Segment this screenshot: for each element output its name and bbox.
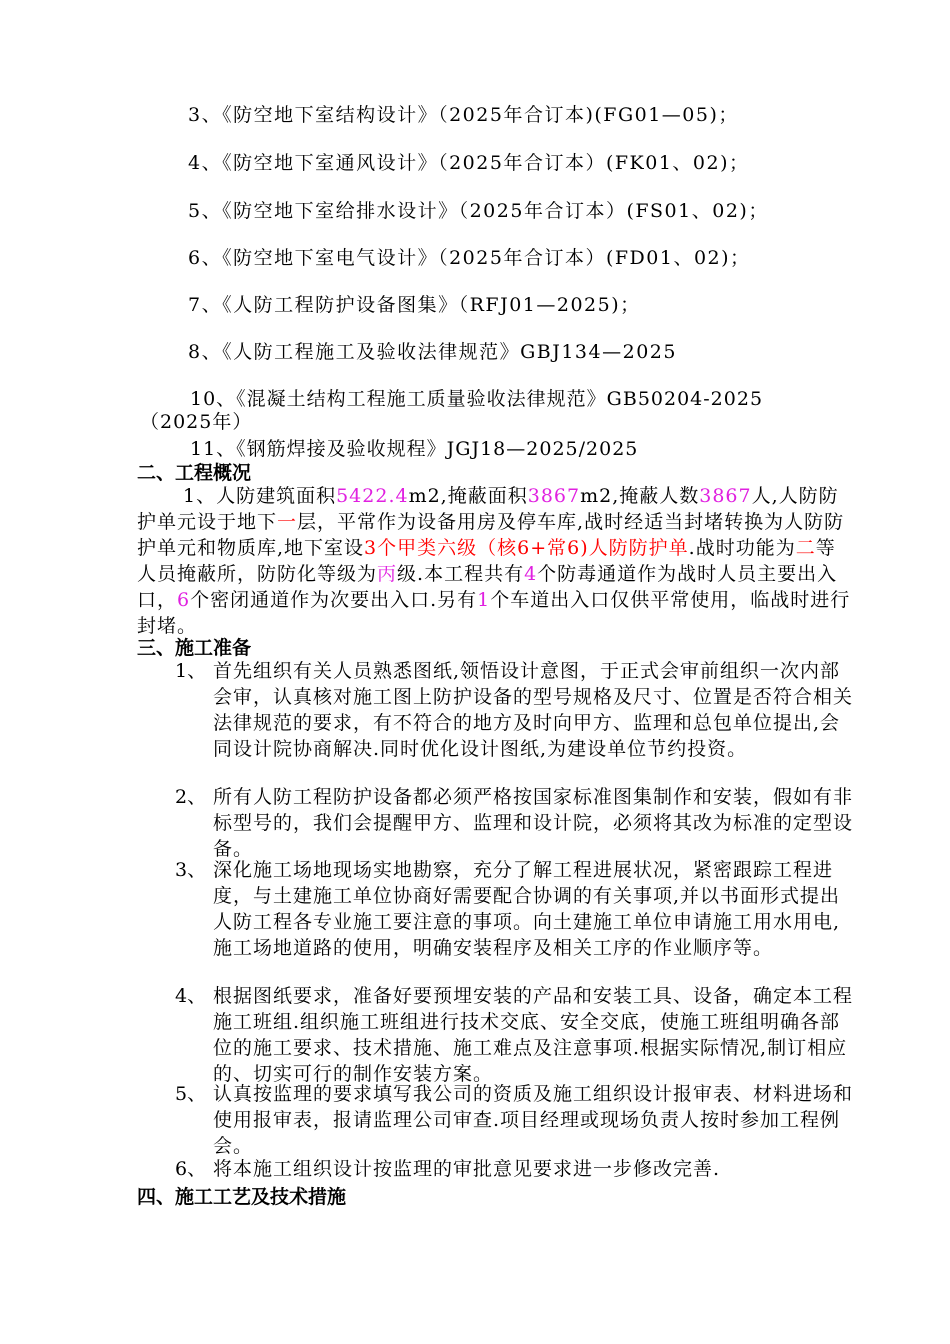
reference-item: 8、《人防工程施工及验收法律规范》GBJ134—2025 (188, 341, 677, 363)
reference-item: 4、《防空地下室通风设计》（2025年合订本）(FK01、02)； (188, 152, 750, 174)
list-number: 1、 (175, 660, 207, 682)
list-item (175, 1081, 855, 1159)
list-text: 深化施工场地现场实地勘察，充分了解工程进展状况，紧密跟踪工程进度，与土建施工单位协商好需要配合协调的有关事项,并以书面形式提出人防工程各专业施工要注意的事项。向土建施工单位申请施工用水用电,施工场地道路的使用，明确安装程序及相关工序的作业顺序等。 (213, 859, 841, 959)
list-number: 4、 (175, 985, 207, 1007)
reference-item: 6、《防空地下室电气设计》（2025年合订本）(FD01、02)； (188, 247, 751, 269)
overview-paragraph: 1、人防建筑面积5422.4m2,掩蔽面积3867m2,掩蔽人数3867人,人防防护单元设于地下一层，平常作为设备用房及停车库,战时经适当封堵转换为人防防护单元和物质库,地下室设3个甲类六级（核6+常6)人防防护单.战时功能为二等人员掩蔽所，防防化等级为丙级.本工程共有4个防毒通道作为战时人员主要出入口，6个密闭通道作为次要出入口.另有1个车道出入口仅供平常使用，临战时进行封堵。 (137, 485, 851, 637)
section-heading: 二、工程概况 (137, 462, 252, 484)
list-number: 6、 (175, 1158, 207, 1180)
list-item (175, 857, 855, 961)
reference-item-10-continued: （2025年） (140, 411, 253, 433)
list-item (175, 983, 855, 1087)
list-number: 2、 (175, 786, 207, 808)
list-number: 5、 (175, 1083, 207, 1105)
reference-item: 7、《人防工程防护设备图集》（RFJ01—2025)； (188, 294, 641, 316)
list-text: 将本施工组织设计按监理的审批意见要求进一步修改完善. (213, 1158, 721, 1180)
list-text: 认真按监理的要求填写我公司的资质及施工组织设计报审表、材料进场和使用报审表，报请监理公司审查.项目经理或现场负责人按时参加工程例会。 (213, 1083, 854, 1157)
list-number: 3、 (175, 859, 207, 881)
section-heading: 三、施工准备 (137, 637, 252, 659)
list-item (175, 1156, 855, 1182)
section-heading: 四、施工工艺及技术措施 (137, 1186, 347, 1208)
reference-item-11: 11、《钢筋焊接及验收规程》JGJ18—2025/2025 (190, 438, 639, 460)
reference-item: 3、《防空地下室结构设计》（2025年合订本)(FG01—05)； (188, 104, 739, 126)
list-text: 首先组织有关人员熟悉图纸,领悟设计意图，于正式会审前组织一次内部会审，认真核对施工图上防护设备的型号规格及尺寸、位置是否符合相关法律规范的要求，有不符合的地方及时向甲方、监理和总包单位提出,会同设计院协商解决.同时优化设计图纸,为建设单位节约投资。 (213, 660, 854, 760)
list-text: 根据图纸要求，准备好要预埋安装的产品和安装工具、设备，确定本工程施工班组.组织施工班组进行技术交底、安全交底，使施工班组明确各部位的施工要求、技术措施、施工难点及注意事项.根据实际情况,制订相应的、切实可行的制作安装方案。 (213, 985, 854, 1085)
list-item (175, 658, 855, 762)
reference-item-10: 10、《混凝土结构工程施工质量验收法律规范》GB50204-2025 (190, 388, 764, 410)
list-text: 所有人防工程防护设备都必须严格按国家标准图集制作和安装，假如有非标型号的，我们会提醒甲方、监理和设计院，必须将其改为标准的定型设备。 (213, 786, 854, 860)
list-item (175, 784, 855, 862)
reference-item: 5、《防空地下室给排水设计》（2025年合订本）(FS01、02)； (188, 200, 769, 222)
